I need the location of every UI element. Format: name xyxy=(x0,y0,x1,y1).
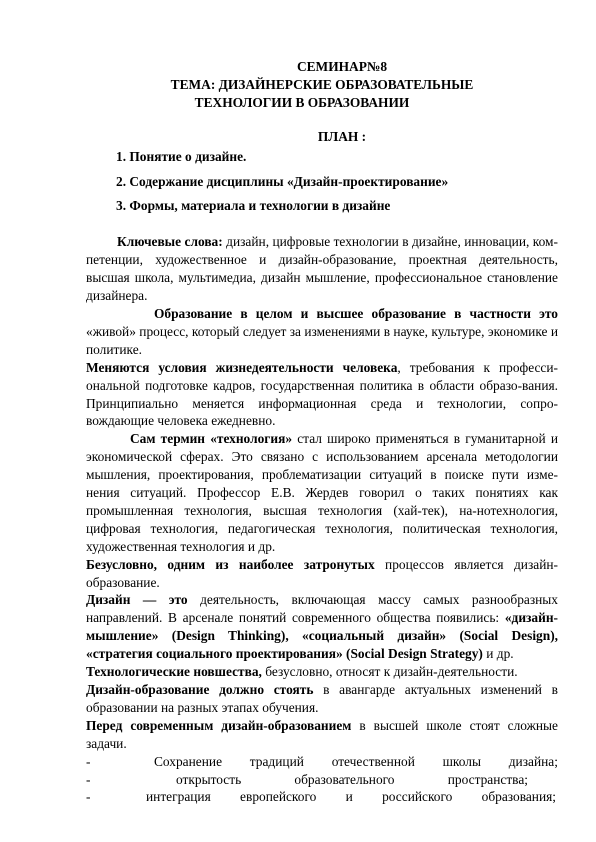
list-dash: - xyxy=(86,789,91,805)
paragraph-conditions-text: , требования к професси-ональной подготовке кадров, государственная политика в области образо-вания. Принципиально меняется информационная среда и технологии, сопро-вождающие человека ежедневно. xyxy=(86,359,558,429)
paragraph-design-education-text: процессов является дизайн-образование. xyxy=(86,556,558,590)
paragraph-innovations-bold: Технологические новшества, xyxy=(86,664,262,680)
list-word: Сохранение xyxy=(154,753,223,769)
paragraph-innovations xyxy=(86,663,558,681)
paragraph-tasks xyxy=(86,717,558,753)
plan-item-2: 2. Содержание дисциплины «Дизайн-проектирование» xyxy=(116,173,449,189)
paragraph-vanguard-bold: Дизайн-образование должно стоять xyxy=(86,682,314,697)
list-dash: - xyxy=(86,753,91,769)
list-item xyxy=(86,753,558,771)
paragraph-tasks-text: в высшей школе стоят сложные задачи. xyxy=(86,717,558,751)
plan-item-1: 1. Понятие о дизайне. xyxy=(116,148,247,164)
paragraph-design-education xyxy=(86,556,558,592)
list-dash: - xyxy=(86,771,91,787)
paragraph-education-bold: Образование в целом и высшее образование в частности это xyxy=(154,305,558,321)
list-item xyxy=(86,788,558,806)
plan-heading: ПЛАН : xyxy=(317,128,367,144)
plan-item-3: 3. Формы, материала и технологии в дизайне xyxy=(116,198,391,214)
keywords-text: дизайн, цифровые технологии в дизайне, инновации, ком-петенции, художественное и дизайн-образование, проектная деятельность, высшая школа, мультимедиа, дизайн мышление, профессиональное становление дизайнера. xyxy=(86,234,558,304)
keywords-paragraph xyxy=(86,233,558,305)
paragraph-design-definition-text: деятельность, включающая массу самых разнообразных направлений. В арсенале понятий современного общества появились: xyxy=(86,592,558,626)
paragraph-conditions xyxy=(86,359,558,431)
paragraph-design-terms: «дизайн-мышление» (Design Thinking), «социальный дизайн» (Social Design), «стратегия социального проектирования» (Social Design Strategy) xyxy=(86,610,558,662)
paragraph-conditions-bold: Меняются условия жизнедеятельности человека xyxy=(86,359,398,375)
list-word: образования; xyxy=(481,789,556,805)
list-word: интеграция xyxy=(146,789,211,805)
paragraph-design-education-bold: Безусловно, одним из наиболее затронутых xyxy=(86,556,375,572)
list-word: дизайна; xyxy=(508,753,558,769)
list-word: отечественной xyxy=(331,753,415,769)
list-word: европейского xyxy=(240,789,317,805)
paragraph-technology-text: стал широко применяться в гуманитарной и экономической сферах. Это связано с использованием арсенала методологии мышления, проектирования, проблематизации ситуаций в поиске пути изме-нения ситуаций. Профессор Е.В. Жердев говорил о таких понятиях как промышленная технология, высшая технология (хай-тек), на-нотехнология, цифровая технология, педагогическая технология, политическая технология, художественная технология и др. xyxy=(86,431,558,554)
paragraph-education xyxy=(86,305,558,359)
list-item xyxy=(86,771,558,789)
keywords-label: Ключевые слова: xyxy=(117,234,223,250)
list-word: традиций xyxy=(249,753,304,769)
paragraph-design-definition xyxy=(86,591,558,663)
paragraph-vanguard xyxy=(86,681,558,717)
list-word: школы xyxy=(442,753,481,769)
list-word: открытость xyxy=(176,771,242,787)
paragraph-education-text: «живой» процесс, который следует за изменениями в науке, культуре, экономике и политике. xyxy=(86,323,558,357)
paragraph-innovations-text: безусловно, относят к дизайн-деятельности. xyxy=(261,664,518,680)
paragraph-technology xyxy=(86,430,558,555)
list-word: российского xyxy=(382,789,453,805)
seminar-title: СЕМИНАР№8 xyxy=(296,59,388,74)
list-word: образовательного xyxy=(294,771,395,787)
theme-line-1: ТЕМА: ДИЗАЙНЕРСКИЕ ОБРАЗОВАТЕЛЬНЫЕ xyxy=(170,76,474,92)
paragraph-technology-bold: Сам термин «технология» xyxy=(130,431,293,447)
list-word: и xyxy=(345,789,353,805)
paragraph-design-definition-bold: Дизайн — это xyxy=(86,592,188,608)
list-word: пространства; xyxy=(447,771,528,787)
theme-line-2: ТЕХНОЛОГИИ В ОБРАЗОВАНИИ xyxy=(194,94,410,110)
paragraph-tasks-bold: Перед современным дизайн-образованием xyxy=(86,717,352,733)
paragraph-vanguard-text: в авангарде актуальных изменений в образовании на разных этапах обучения. xyxy=(86,682,559,715)
paragraph-design-tail: и др. xyxy=(482,646,514,662)
